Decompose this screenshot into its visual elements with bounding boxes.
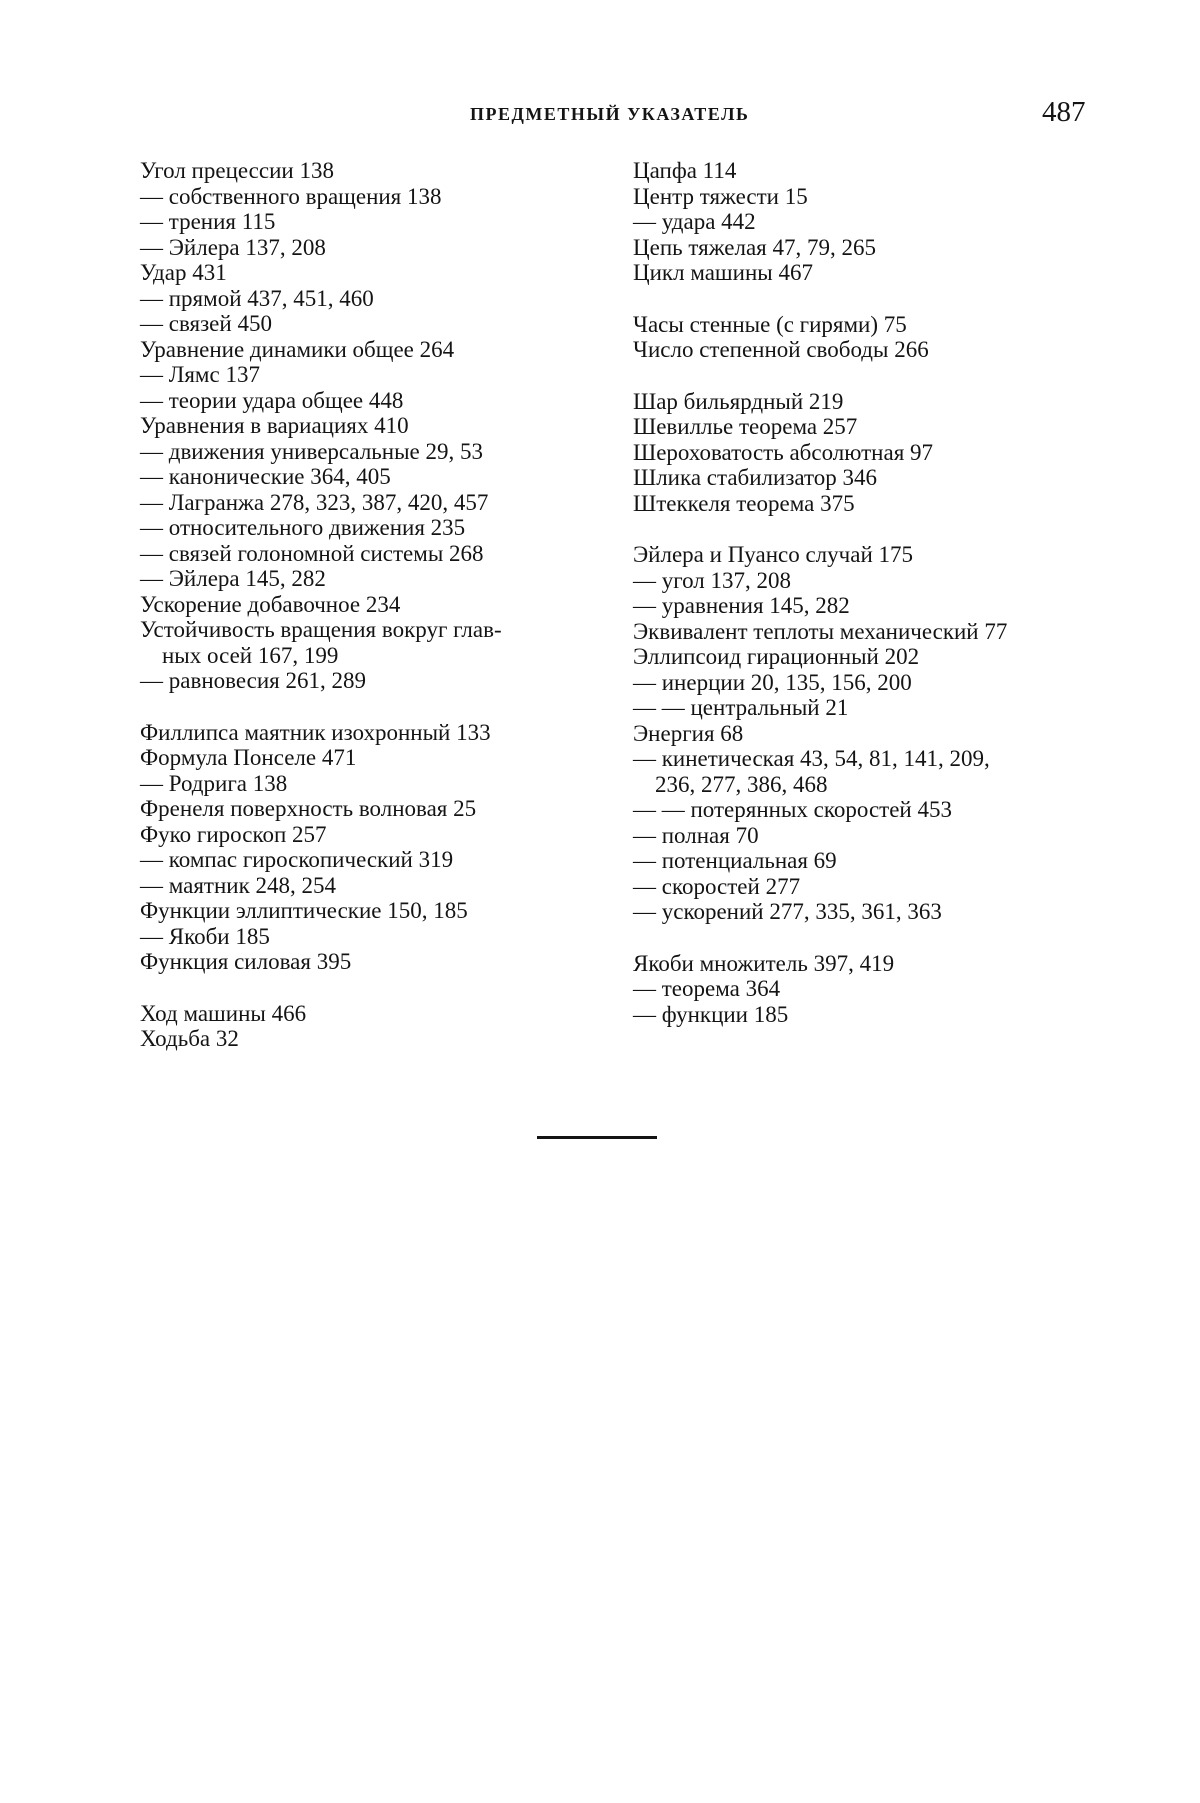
index-entry: — инерции 20, 135, 156, 200	[633, 669, 912, 695]
index-group	[633, 312, 1093, 363]
index-entry: Шар бильярдный 219	[633, 388, 844, 414]
index-entry: Шероховатость абсолютная 97	[633, 439, 934, 465]
index-entry: Функция силовая 395	[140, 949, 352, 974]
index-entry: — Лагранжа 278, 323, 387, 420, 457	[140, 489, 489, 515]
index-column-left	[140, 158, 600, 1078]
index-entry: Фуко гироскоп 257	[140, 821, 327, 847]
index-entry: — полная 70	[633, 822, 759, 848]
index-entry: Шевиллье теорема 257	[633, 414, 858, 439]
page-number: 487	[1042, 96, 1086, 128]
index-entry: Часы стенные (с гирями) 75	[633, 311, 907, 337]
index-entry: Эйлера и Пуансо случай 175	[633, 542, 913, 567]
index-entry: — — потерянных скоростей 453	[633, 797, 952, 822]
index-entry: Ходьба 32	[140, 1026, 239, 1051]
index-entry: Якоби множитель 397, 419	[633, 950, 895, 976]
index-entry: Энергия 68	[633, 720, 744, 746]
index-entry: — ускорений 277, 335, 361, 363	[633, 899, 942, 924]
index-entry: Уравнения в вариациях 410	[140, 413, 409, 438]
index-entry: Удар 431	[140, 260, 227, 285]
index-entry: — Лямс 137	[140, 362, 260, 387]
index-entry: Ход машины 466	[140, 1000, 307, 1026]
index-entry: — потенциальная 69	[633, 848, 837, 873]
index-entry: — движения универсальные 29, 53	[140, 438, 484, 464]
index-group	[140, 1001, 600, 1052]
index-entry: — теорема 364	[633, 976, 781, 1001]
running-title: ПРЕДМЕТНЫЙ УКАЗАТЕЛЬ	[470, 104, 750, 124]
index-entry: Устойчивость вращения вокруг глав-	[140, 617, 502, 642]
index-entry: — канонические 364, 405	[140, 464, 391, 489]
index-entry: — собственного вращения 138	[140, 183, 442, 209]
index-entry: Френеля поверхность волновая 25	[140, 796, 477, 821]
index-entry: — Родрига 138	[140, 770, 288, 796]
index-entry: ных осей 167, 199	[162, 642, 339, 668]
index-entry: — удара 442	[633, 209, 756, 234]
index-entry: Угол прецессии 138	[140, 158, 334, 183]
index-entry: — Эйлера 145, 282	[140, 566, 326, 591]
index-entry: — кинетическая 43, 54, 81, 141, 209,	[633, 746, 990, 771]
index-entry: Эквивалент теплоты механический 77	[633, 618, 1008, 644]
index-entry: Цепь тяжелая 47, 79, 265	[633, 234, 877, 260]
page-header	[0, 96, 1200, 136]
index-entry: Уравнение динамики общее 264	[140, 336, 455, 362]
index-entry: Цапфа 114	[633, 158, 737, 183]
index-entry: — относительного движения 235	[140, 515, 466, 540]
index-group	[633, 951, 1093, 1028]
index-entry: — Якоби 185	[140, 923, 270, 949]
index-group	[633, 389, 1093, 517]
index-group	[140, 158, 600, 694]
index-entry: — равновесия 261, 289	[140, 668, 366, 693]
index-entry: Цикл машины 467	[633, 260, 813, 285]
index-entry: — связей 450	[140, 311, 272, 336]
index-group	[633, 158, 1093, 286]
index-entry: Филлипса маятник изохронный 133	[140, 719, 491, 745]
index-entry: — компас гироскопический 319	[140, 847, 454, 872]
index-entry: — связей голономной системы 268	[140, 540, 484, 566]
index-entry: 236, 277, 386, 468	[655, 771, 828, 797]
index-entry: Функции эллиптические 150, 185	[140, 898, 468, 923]
index-entry: — — центральный 21	[633, 695, 849, 720]
index-entry: — маятник 248, 254	[140, 872, 337, 898]
index-column-right	[633, 158, 1093, 1053]
index-entry: Эллипсоид гирационный 202	[633, 644, 920, 669]
index-entry: Число степенной свободы 266	[633, 337, 929, 362]
index-entry: Формула Понселе 471	[140, 745, 357, 770]
index-group	[140, 720, 600, 975]
index-entry: Шлика стабилизатор 346	[633, 465, 878, 490]
index-entry: — скоростей 277	[633, 873, 801, 899]
index-entry: Ускорение добавочное 234	[140, 591, 401, 617]
index-entry: — теории удара общее 448	[140, 387, 404, 413]
index-entry: — уравнения 145, 282	[633, 593, 850, 618]
index-entry: — угол 137, 208	[633, 567, 792, 593]
index-entry: — Эйлера 137, 208	[140, 234, 326, 260]
index-entry: Штеккеля теорема 375	[633, 490, 855, 516]
index-entry: — функции 185	[633, 1001, 789, 1027]
end-rule	[537, 1136, 657, 1139]
index-entry: — трения 115	[140, 209, 276, 234]
index-group	[633, 542, 1093, 925]
index-entry: — прямой 437, 451, 460	[140, 285, 374, 311]
index-entry: Центр тяжести 15	[633, 183, 808, 209]
